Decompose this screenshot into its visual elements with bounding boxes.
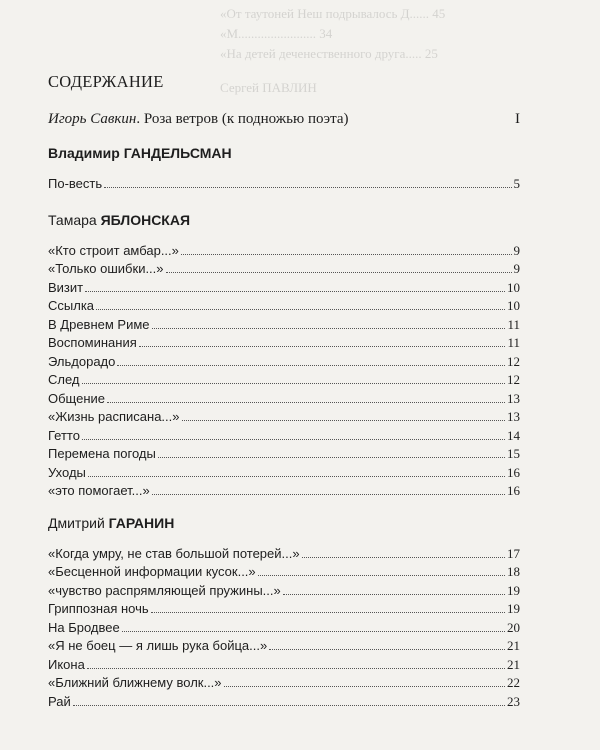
- dot-leader: [181, 254, 512, 255]
- dot-leader: [182, 420, 506, 421]
- toc-entry-page: 17: [507, 545, 520, 561]
- toc-list: [48, 242, 520, 501]
- toc-entry-title: Рай: [48, 693, 71, 709]
- toc-entry[interactable]: [48, 693, 520, 712]
- toc-entry[interactable]: [48, 316, 520, 335]
- toc-entry-title: «Жизнь расписана...»: [48, 409, 180, 424]
- toc-entry-page: 16: [507, 483, 520, 498]
- dot-leader: [158, 457, 505, 458]
- toc-entry[interactable]: [48, 297, 520, 316]
- author-heading: [48, 212, 520, 228]
- toc-entry[interactable]: [48, 279, 520, 298]
- toc-entry-title: «Ближний ближнему волк...»: [48, 675, 222, 690]
- dot-leader: [283, 594, 505, 595]
- toc-entry-title: «Я не боец — я лишь рука бойца...»: [48, 638, 268, 653]
- toc-entry-title: На Бродвее: [48, 619, 120, 635]
- toc-entry-page: 11: [507, 316, 520, 332]
- toc-entry-title: «Кто строит амбар...»: [48, 242, 179, 258]
- intro-page: I: [515, 111, 520, 127]
- toc-entry-title: Гриппозная ночь: [48, 601, 149, 616]
- dot-leader: [166, 272, 512, 273]
- author-heading: [48, 515, 520, 531]
- toc-entry[interactable]: [48, 637, 520, 656]
- author-first-name: Владимир: [48, 145, 120, 161]
- toc-intro-entry[interactable]: [48, 111, 520, 128]
- toc-entry[interactable]: [48, 482, 520, 501]
- toc-entry-title: Ссылка: [48, 298, 95, 313]
- toc-entry-title: «это помогает...»: [48, 483, 150, 498]
- toc-entry-page: 5: [513, 176, 520, 191]
- toc-entry-page: 18: [507, 564, 520, 579]
- toc-entry[interactable]: [48, 674, 520, 693]
- author-first-name: Дмитрий: [48, 514, 105, 531]
- ghost-line: «М........................ 34: [220, 26, 333, 41]
- toc-entry[interactable]: [48, 390, 520, 409]
- toc-entry[interactable]: [48, 563, 520, 582]
- toc-entry[interactable]: [48, 260, 520, 279]
- toc-entry-title: Визит: [48, 279, 84, 295]
- toc-entry-page: 19: [507, 601, 520, 616]
- dot-leader: [224, 686, 505, 687]
- toc-entry-page: 13: [507, 409, 520, 424]
- dot-leader: [85, 291, 505, 292]
- page-title: СОДЕРЖАНИЕ: [48, 72, 164, 91]
- toc-entry-title: «Бесценной информации кусок...»: [48, 564, 256, 579]
- toc-sections: [48, 145, 520, 711]
- toc-entry-title: «Когда умру, не став большой потерей...»: [48, 545, 300, 561]
- author-heading: [48, 145, 520, 161]
- toc-entry-title: Уходы: [48, 464, 86, 480]
- toc-entry-page: 12: [507, 372, 520, 387]
- dot-leader: [88, 476, 505, 477]
- dot-leader: [302, 557, 505, 558]
- dot-leader: [96, 309, 505, 310]
- toc-entry[interactable]: [48, 445, 520, 464]
- intro-author: Игорь Савкин: [48, 111, 137, 127]
- toc-entry-page: 15: [507, 446, 520, 461]
- ghost-line: «На детей деченественного друга..... 25: [220, 46, 438, 61]
- toc-entry-page: 9: [513, 242, 520, 258]
- toc-entry-page: 11: [507, 335, 520, 350]
- dot-leader: [82, 383, 505, 384]
- toc-entry-page: 16: [507, 464, 520, 480]
- toc-entry-title: «Только ошибки...»: [48, 261, 164, 276]
- dot-leader: [87, 668, 505, 669]
- dot-leader: [117, 365, 505, 366]
- author-surname: ГАНДЕЛЬСМАН: [123, 145, 232, 161]
- toc-entry-page: 12: [507, 353, 520, 369]
- dot-leader: [73, 705, 505, 706]
- toc-entry[interactable]: [48, 408, 520, 427]
- toc-entry-title: Общение: [48, 390, 106, 406]
- toc-entry-page: 21: [507, 656, 520, 672]
- toc-entry[interactable]: [48, 175, 520, 194]
- toc-entry[interactable]: [48, 619, 520, 638]
- toc-entry-title: След: [48, 372, 80, 387]
- toc-entry[interactable]: [48, 371, 520, 390]
- toc-entry[interactable]: [48, 464, 520, 483]
- toc-entry-page: 14: [507, 427, 520, 443]
- author-surname: ГАРАНИН: [108, 514, 175, 531]
- toc-entry-page: 10: [507, 298, 520, 313]
- toc-entry-page: 19: [507, 582, 520, 598]
- toc-entry-title: «чувство распрямляющей пружины...»: [48, 582, 281, 598]
- table-of-contents: [48, 72, 520, 725]
- ghost-line: Сергей ПАВЛИН: [220, 80, 317, 95]
- dot-leader: [104, 187, 511, 188]
- toc-list: [48, 175, 520, 194]
- toc-entry-title: Перемена погоды: [48, 446, 156, 461]
- dot-leader: [152, 328, 506, 329]
- intro-title: . Роза ветров (к подножью поэта): [136, 111, 349, 127]
- dot-leader: [151, 612, 505, 613]
- toc-entry-title: Воспоминания: [48, 335, 137, 350]
- toc-entry[interactable]: [48, 334, 520, 353]
- toc-entry-title: По-весть: [48, 176, 103, 191]
- toc-entry-page: 23: [507, 693, 520, 709]
- toc-entry-page: 21: [507, 638, 520, 653]
- toc-list: [48, 545, 520, 712]
- toc-entry[interactable]: [48, 582, 520, 601]
- toc-entry-page: 22: [507, 675, 520, 690]
- toc-entry-title: В Древнем Риме: [48, 316, 150, 332]
- dot-leader: [139, 346, 506, 347]
- toc-entry-title: Икона: [48, 656, 85, 672]
- toc-entry[interactable]: [48, 427, 520, 446]
- dot-leader: [152, 494, 505, 495]
- dot-leader: [107, 402, 505, 403]
- author-surname: ЯБЛОНСКАЯ: [100, 211, 191, 228]
- toc-entry[interactable]: [48, 353, 520, 372]
- author-first-name: Тамара: [48, 211, 97, 228]
- toc-entry[interactable]: [48, 545, 520, 564]
- toc-entry-page: 13: [507, 390, 520, 406]
- dot-leader: [269, 649, 505, 650]
- toc-entry-title: Эльдорадо: [48, 353, 116, 369]
- dot-leader: [122, 631, 505, 632]
- toc-entry-page: 10: [507, 279, 520, 295]
- toc-entry[interactable]: [48, 242, 520, 261]
- ghost-line: «От таутоней Неш подрывалось Д...... 45: [220, 6, 446, 21]
- dot-leader: [82, 439, 505, 440]
- toc-entry[interactable]: [48, 600, 520, 619]
- toc-entry-page: 9: [513, 261, 520, 276]
- dot-leader: [258, 575, 505, 576]
- toc-entry-page: 20: [507, 619, 520, 635]
- toc-entry-title: Гетто: [48, 427, 80, 443]
- toc-entry[interactable]: [48, 656, 520, 675]
